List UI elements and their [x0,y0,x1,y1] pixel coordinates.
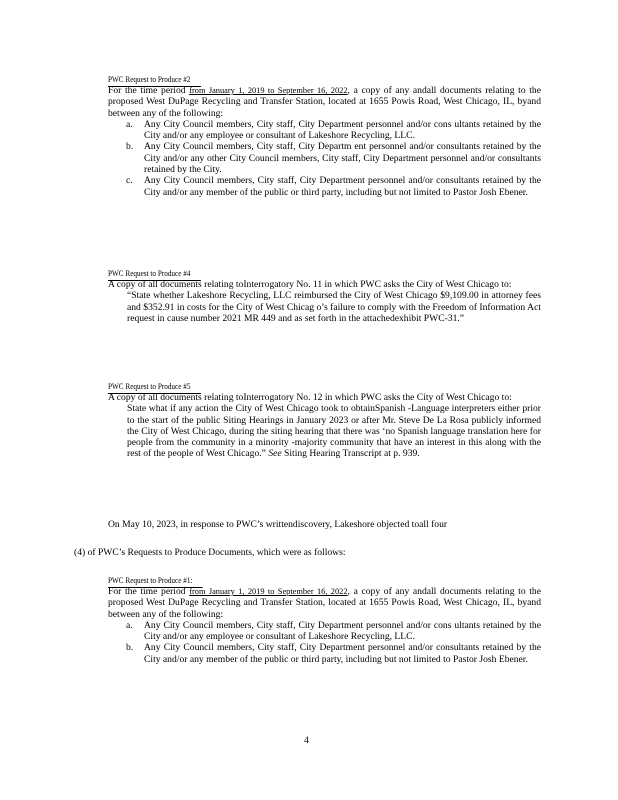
list-item: a. Any City Council members, City staff, City Department personnel and/or cons ultants retained by the City and/or any employee or consultant of Lakeshore Recycling, LLC. [126,118,541,142]
list-item: c. Any City Council members, City staff, City Department personnel and/or consultants retained by the City and/or any member of the public or third party, including but not limited to Pastor Josh Ebener. [126,175,541,198]
request-2-block [108,74,541,198]
request-2-heading: PWC Request to Produce #2 [108,75,201,87]
request-5-quote: State what if any action the City of West Chicago took to obtainSpanish -Language interpreters either prior to the start of the public Siting Hearings in January 2023 or after Mr. Steve De La Rosa publicly informed the City of West Chicago, during the siting hearing that there was ‘no Spanish language translation here for people from the community in a minority -majority community that have an interest in this along with the rest of the people of West Chicago.” See Siting Hearing Transcript at p. 939. [127,403,541,460]
page-number: 4 [304,735,309,746]
request-2-paragraph: For the time period from January 1, 2019 to September 16, 2022, a copy of any andall documents relating to the proposed West DuPage Recycling and Transfer Station, located at 1655 Powis Road, West Chicago, IL, byand between any of the following: [108,85,541,119]
list-item: b. Any City Council members, City staff, City Department personnel and/or consultants retained by the City and/or any member of the public or third party, including but not limited to Pastor Josh Ebener. [126,642,541,665]
request-4-intro: A copy of all documents relating toInterrogatory No. 11 in which PWC asks the City of West Chicago to: [108,279,512,290]
request-1-block [108,575,541,665]
request-4-quote: “State whether Lakeshore Recycling, LLC reimbursed the City of West Chicago $9,109.00 in attorney fees and $352.91 in costs for the City of West Chicag o’s failure to comply with the Freedom of Information Act request in cause number 2021 MR 449 and as set forth in the attachedexhibit PWC-31.” [127,290,541,324]
list-item: b. Any City Council members, City staff, City Departm ent personnel and/or consultants retained by the City and/or any other City Council members, City staff, City Department personnel and/or consultants retained by the City. [126,141,541,176]
request-2-list [108,119,541,198]
request-5-heading: PWC Request to Produce #5 [108,382,201,394]
request-1-period: from January 1, 2019 to September 16, 2022 [189,587,348,596]
request-1-heading: PWC Request to Produce #1: [108,576,203,588]
list-item: a. Any City Council members, City staff, City Department personnel and/or cons ultants retained by the City and/or any employee or consultant of Lakeshore Recycling, LLC. [126,619,541,643]
request-4-block [108,268,541,324]
request-2-period: from January 1, 2019 to September 16, 2022 [189,86,348,95]
body-line-1: On May 10, 2023, in response to PWC’s writtendiscovery, Lakeshore objected toall four [108,519,448,530]
request-4-heading: PWC Request to Produce #4 [108,269,201,281]
request-1-list [108,620,541,665]
request-1-paragraph: For the time period from January 1, 2019 to September 16, 2022, a copy of any andall documents relating to the proposed West DuPage Recycling and Transfer Station, located at 1655 Powis Road, West Chicago, IL, byand between any of the following: [108,586,541,620]
body-line-2: (4) of PWC’s Requests to Produce Documents, which were as follows: [74,547,346,558]
request-5-block [108,381,541,460]
request-5-intro: A copy of all documents relating toInterrogatory No. 12 in which PWC asks the City of West Chicago to: [108,392,512,403]
